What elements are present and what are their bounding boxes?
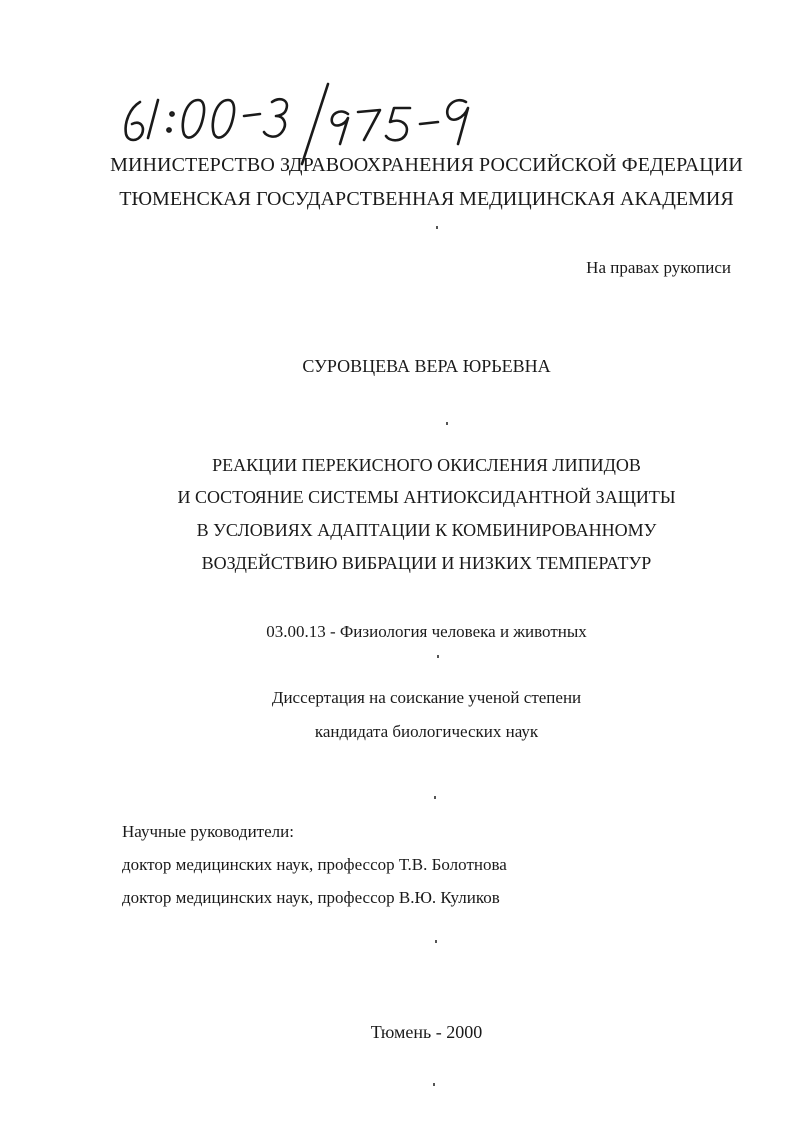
ministry-heading: МИНИСТЕРСТВО ЗДРАВООХРАНЕНИЯ РОССИЙСКОЙ ФЕДЕРАЦИИ <box>110 154 743 176</box>
scan-speck <box>437 655 439 658</box>
dissertation-title-line: И СОСТОЯНИЕ СИСТЕМЫ АНТИОКСИДАНТНОЙ ЗАЩИТЫ <box>177 487 676 507</box>
dissertation-title-line: РЕАКЦИИ ПЕРЕКИСНОГО ОКИСЛЕНИЯ ЛИПИДОВ <box>212 455 641 475</box>
supervisor-entry: доктор медицинских наук, профессор В.Ю. Куликов <box>122 888 500 907</box>
supervisors-heading: Научные руководители: <box>122 822 294 841</box>
scan-speck <box>446 422 448 425</box>
dissertation-title-line: В УСЛОВИЯХ АДАПТАЦИИ К КОМБИНИРОВАННОМУ <box>196 520 657 540</box>
degree-line-2: кандидата биологических наук <box>314 722 539 741</box>
author-name: СУРОВЦЕВА ВЕРА ЮРЬЕВНА <box>302 356 551 376</box>
specialty-code: 03.00.13 - Физиология человека и животных <box>266 622 587 641</box>
supervisor-entry: доктор медицинских наук, профессор Т.В. Болотнова <box>122 855 507 874</box>
academy-heading: ТЮМЕНСКАЯ ГОСУДАРСТВЕННАЯ МЕДИЦИНСКАЯ АКАДЕМИЯ <box>119 188 734 210</box>
dissertation-title-line: ВОЗДЕЙСТВИЮ ВИБРАЦИИ И НИЗКИХ ТЕМПЕРАТУР <box>201 553 652 573</box>
city-year: Тюмень - 2000 <box>370 1022 483 1042</box>
scan-speck <box>434 796 436 799</box>
scan-speck <box>433 1083 435 1086</box>
scan-speck <box>435 940 437 943</box>
manuscript-rights-note: На правах рукописи <box>586 258 731 277</box>
degree-line-1: Диссертация на соискание ученой степени <box>271 688 582 707</box>
scan-speck <box>436 226 438 229</box>
